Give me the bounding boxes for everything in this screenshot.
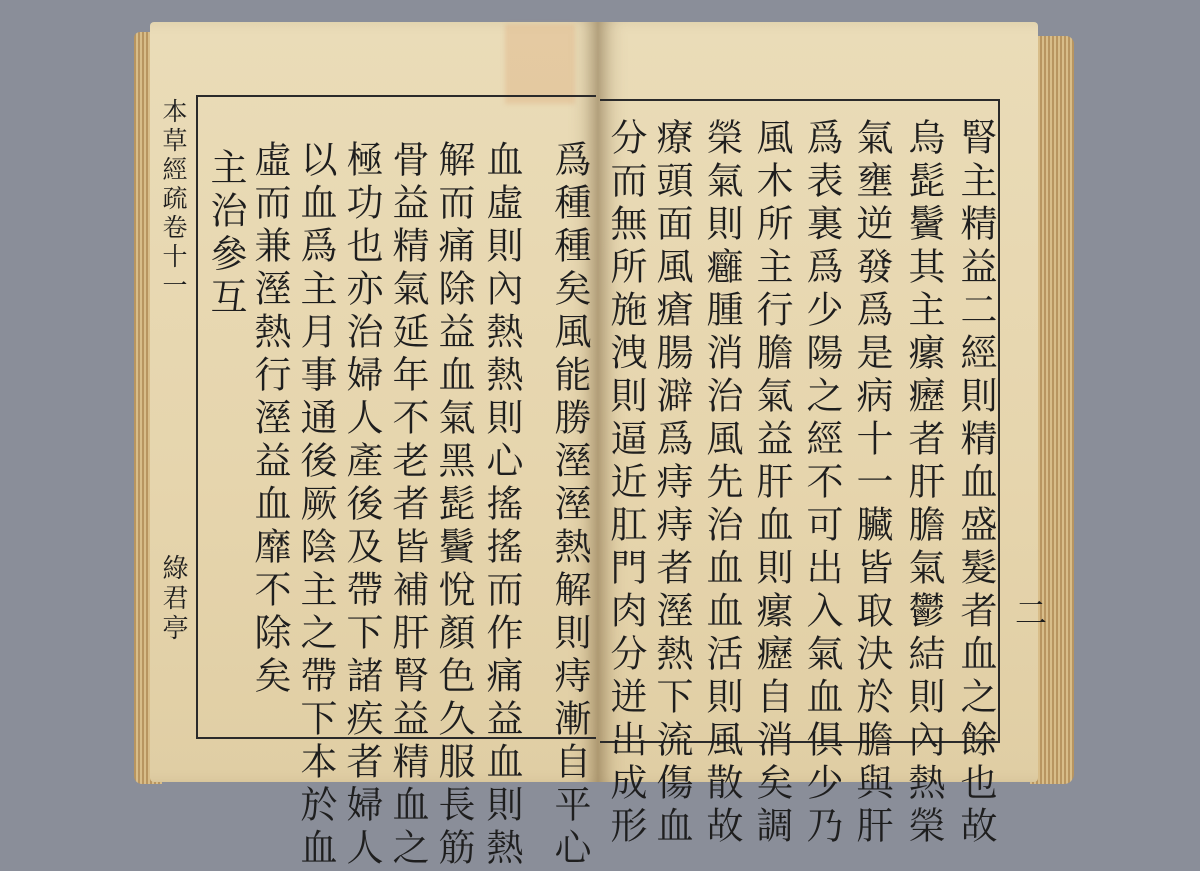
left-column-3: 解而痛除益血氣黑髭鬢悅顏色久服長筋 <box>432 140 475 871</box>
right-column-5: 風木所主行膽氣益肝血則瘰癧自消矣調 <box>750 118 793 849</box>
right-column-1: 腎主精益二經則精血盛髮者血之餘也故 <box>954 118 997 849</box>
page-number: 二 <box>1010 596 1048 628</box>
right-column-4: 爲表裏爲少陽之經不可出入氣血俱少乃 <box>800 118 843 849</box>
left-column-6: 以血爲主月事通後厥陰主之帶下本於血 <box>294 140 337 871</box>
left-column-2: 血虛則內熱熱則心搖搖而作痛益血則熱 <box>480 140 523 871</box>
right-column-8: 分而無所施洩則逼近肛門肉分迸出成形 <box>604 118 647 849</box>
right-column-7: 療頭面風瘡腸澼爲痔痔者溼熱下流傷血 <box>650 118 693 849</box>
book-title-margin: 本草經疏卷十一 <box>159 98 188 301</box>
left-column-1: 爲種種矣風能勝溼溼熱解則痔漸自平心 <box>548 140 591 871</box>
right-column-3: 氣壅逆發爲是病十一臟皆取決於膽與肝 <box>850 118 893 849</box>
paper-stain <box>505 24 575 104</box>
left-column-7: 虛而兼溼熱行溼益血靡不除矣 <box>248 140 291 699</box>
right-column-6: 榮氣則癰腫消治風先治血血活則風散故 <box>700 118 743 849</box>
left-column-4: 骨益精氣延年不老者皆補肝腎益精血之 <box>386 140 429 871</box>
publisher-mark: 綠君亭 <box>158 554 188 644</box>
left-column-8: 主治參互 <box>204 148 247 320</box>
left-column-5: 極功也亦治婦人產後及帶下諸疾者婦人 <box>340 140 383 871</box>
right-column-2: 烏髭鬢其主瘰癧者肝膽氣鬱結則內熱榮 <box>902 118 945 849</box>
